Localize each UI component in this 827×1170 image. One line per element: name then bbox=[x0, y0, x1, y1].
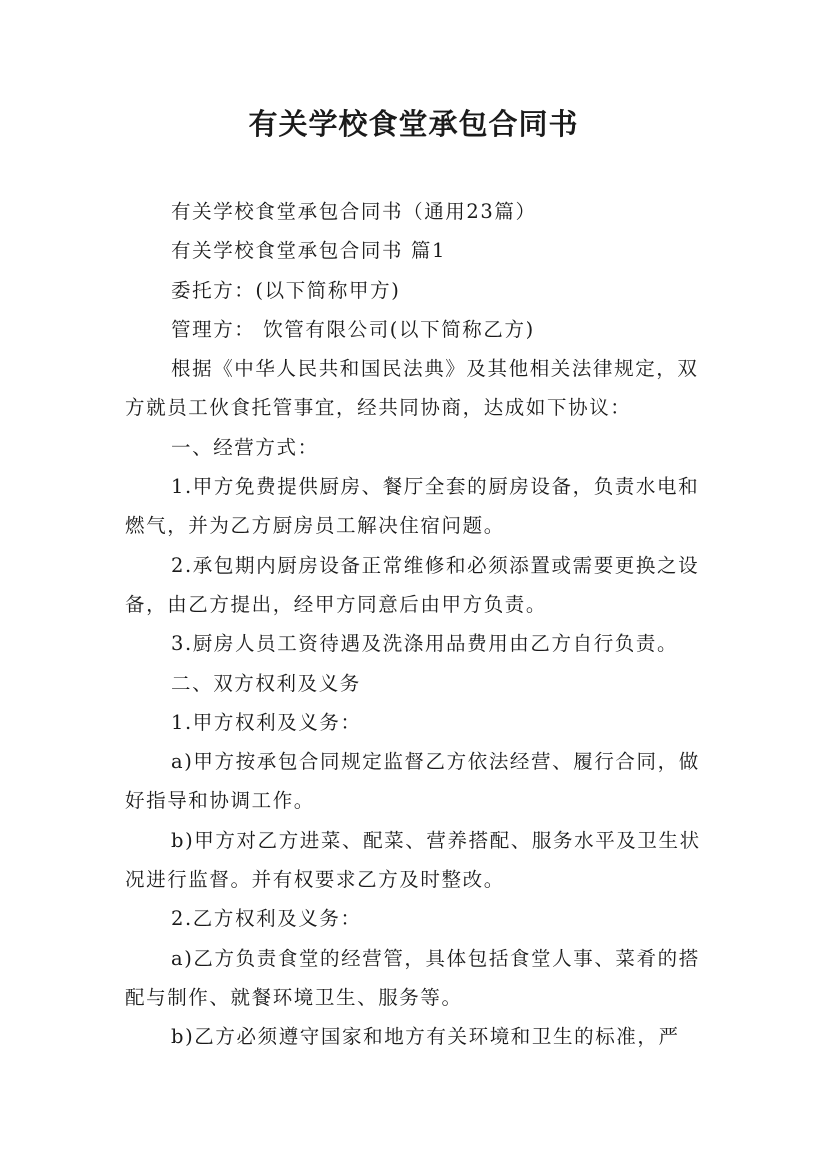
paragraph: 1.甲方权利及义务： bbox=[171, 710, 362, 734]
paragraph: a)乙方负责食堂的经营管，具体包括食堂人事、菜肴的搭配与制作、就餐环境卫生、服务等。 bbox=[125, 946, 700, 1009]
paragraph: 有关学校食堂承包合同书（通用23篇） bbox=[171, 200, 537, 223]
document-body bbox=[125, 192, 705, 1057]
paragraph: 二、双方权利及义务 bbox=[171, 671, 361, 695]
paragraph: 2.承包期内厨房设备正常维修和必须添置或需要更换之设备，由乙方提出，经甲方同意后由甲方负责。 bbox=[125, 553, 700, 616]
paragraph: 3.厨房人员工资待遇及洗涤用品费用由乙方自行负责。 bbox=[171, 632, 679, 656]
paragraph: b)甲方对乙方进菜、配菜、营养搭配、服务水平及卫生状况进行监督。并有权要求乙方及时整改。 bbox=[125, 828, 701, 892]
paragraph: 1.甲方免费提供厨房、餐厅全套的厨房设备，负责水电和燃气，并为乙方厨房员工解决住宿问题。 bbox=[125, 475, 700, 538]
document-title: 有关学校食堂承包合同书 bbox=[248, 107, 579, 141]
paragraph: 委托方：(以下简称甲方) bbox=[171, 278, 401, 302]
paragraph: 有关学校食堂承包合同书 篇1 bbox=[171, 239, 447, 263]
paragraph: b)乙方必须遵守国家和地方有关环境和卫生的标准，严 bbox=[171, 1025, 680, 1049]
paragraph: 2.乙方权利及义务： bbox=[171, 907, 362, 931]
paragraph: 管理方： 饮管有限公司(以下简称乙方) bbox=[171, 317, 535, 341]
paragraph: 一、经营方式： bbox=[171, 435, 319, 459]
paragraph: a)甲方按承包合同规定监督乙方依法经营、履行合同，做好指导和协调工作。 bbox=[125, 750, 700, 813]
paragraph: 根据《中华人民共和国民法典》及其他相关法律规定，双方就员工伙食托管事宜，经共同协商，达成如下协议： bbox=[125, 357, 699, 420]
